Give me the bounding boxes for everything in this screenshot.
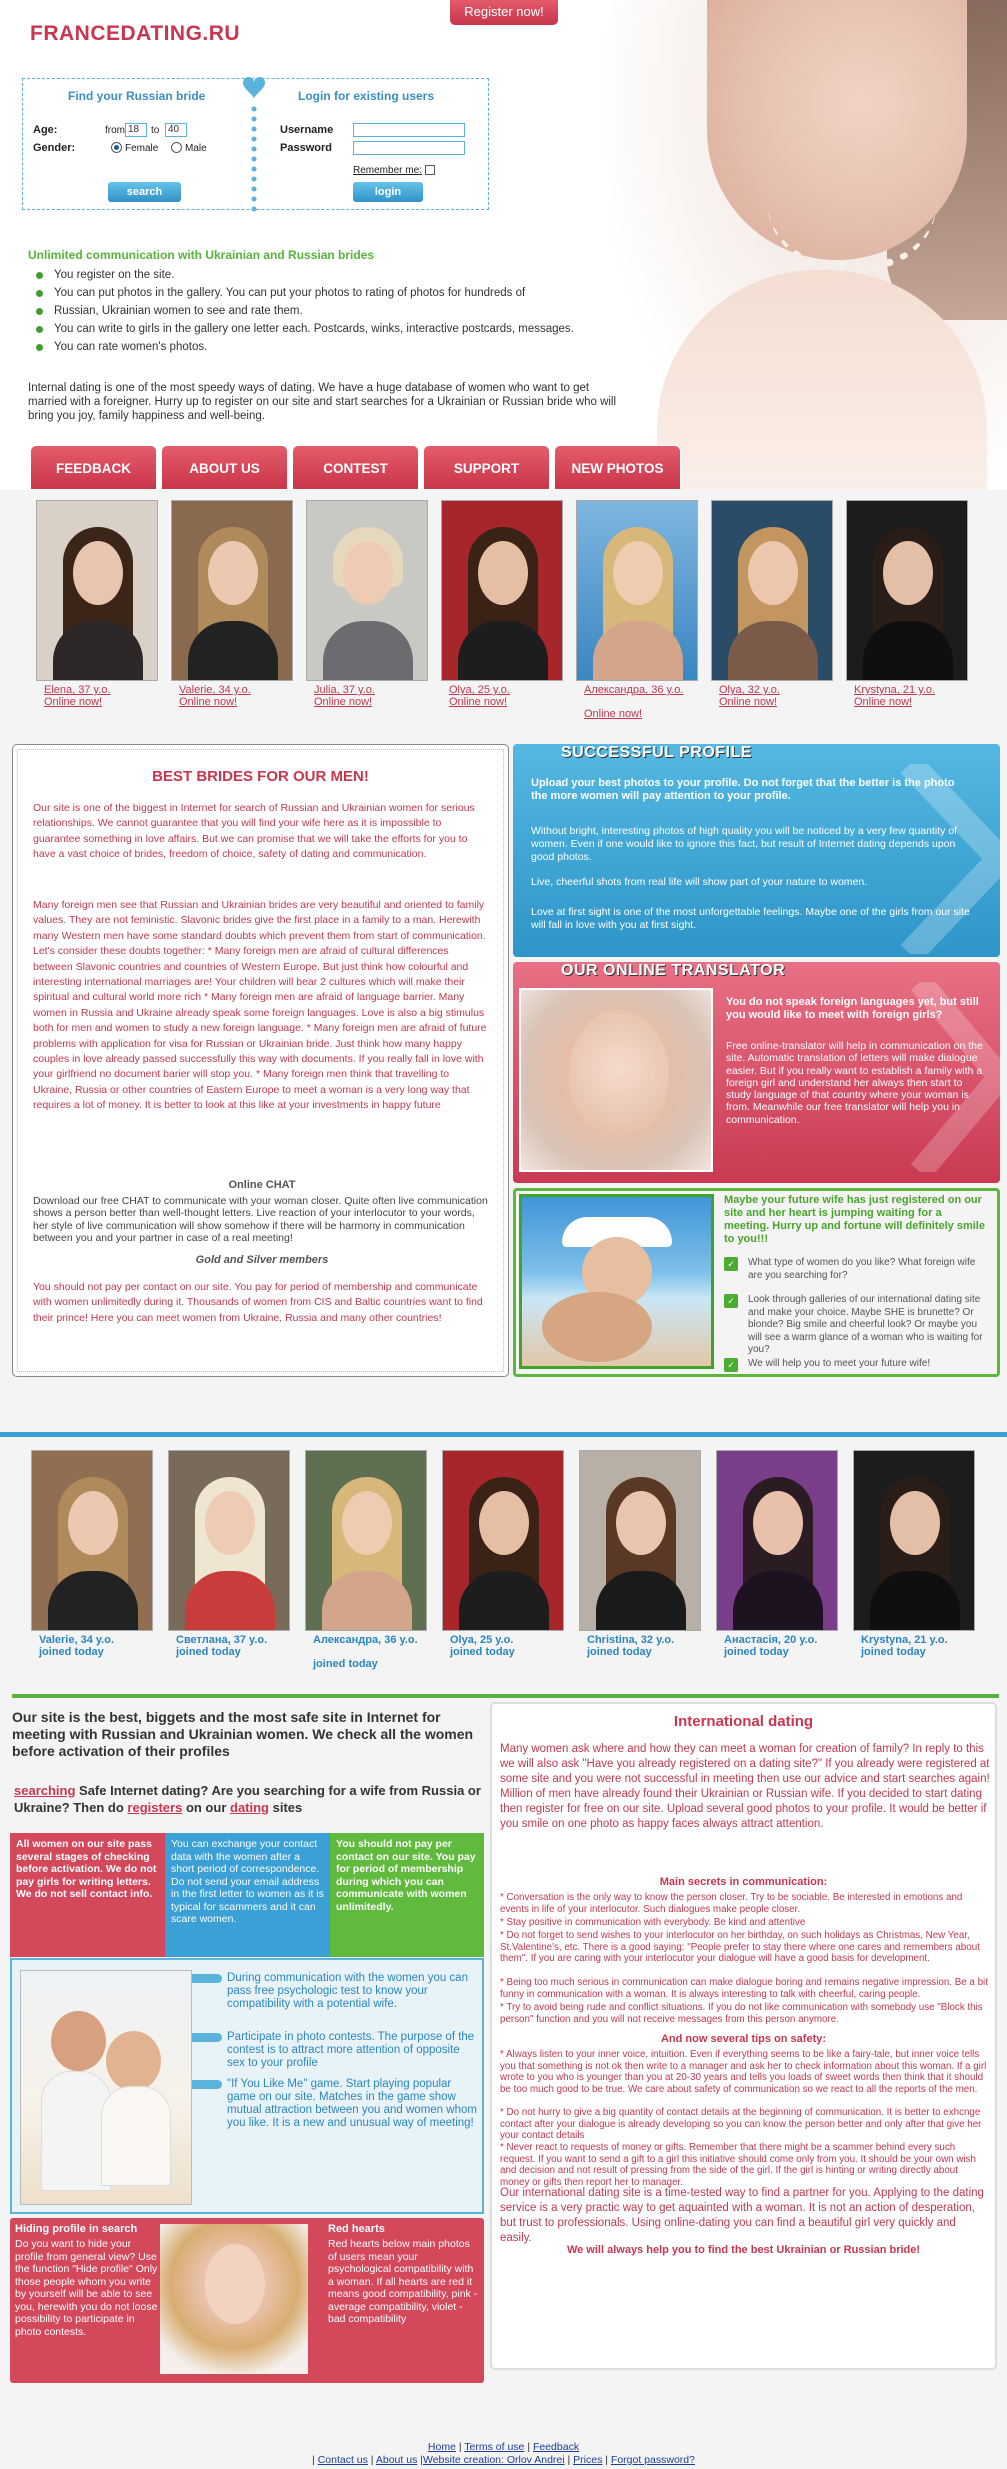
male-label: Male: [185, 143, 207, 154]
translator-woman-photo: [519, 988, 713, 1172]
couple-photo: [519, 1194, 714, 1369]
search-button[interactable]: search: [108, 182, 181, 202]
tip-marker: [192, 2033, 222, 2042]
remember-me-label: Remember me:: [353, 165, 422, 176]
footer-link-about[interactable]: About us: [375, 2454, 418, 2466]
footer-link-creation[interactable]: Website creation: Orlov Andrei: [422, 2454, 565, 2466]
no-pay-per-contact-block: You should not pay per contact on our site. You pay for period of membership during which you can communicate with women unlimitedly.: [330, 1833, 484, 1957]
tip-marker: [192, 1974, 222, 1983]
profile-photo[interactable]: [441, 500, 563, 681]
check-icon: ✓: [724, 1257, 738, 1271]
benefit-item: You register on the site.: [32, 266, 622, 284]
features-box: [10, 1958, 484, 2214]
successful-profile-title: SUCCESSFUL PROFILE: [561, 744, 752, 761]
nav-support[interactable]: SUPPORT: [423, 445, 550, 490]
footer-link-feedback[interactable]: Feedback: [532, 2441, 580, 2453]
profile-name[interactable]: Александра, 36 y.o.: [584, 684, 684, 696]
future-wife-item-text: We will help you to meet your future wife!: [748, 1358, 931, 1369]
profile-photo[interactable]: [576, 500, 698, 681]
profile-photo[interactable]: [31, 1450, 153, 1631]
profile-status[interactable]: joined today: [313, 1658, 378, 1670]
benefit-item: You can write to girls in the gallery one letter each. Postcards, winks, interactive postcards, messages.: [32, 320, 622, 338]
benefits-list: [32, 266, 622, 356]
profile-name[interactable]: Krystyna, 21 y.o.: [861, 1634, 948, 1646]
profile-name[interactable]: Olya, 32 y.o.: [719, 684, 780, 696]
main-secrets-title: Main secrets in communication:: [659, 1876, 828, 1888]
safety-tips-title: And now several tips on safety:: [660, 2033, 827, 2045]
password-input[interactable]: [353, 141, 465, 155]
online-translator-panel: [513, 962, 1000, 1183]
profile-photo[interactable]: [168, 1450, 290, 1631]
check-icon: ✓: [724, 1294, 738, 1308]
profile-photo[interactable]: [716, 1450, 838, 1631]
successful-profile-text: Live, cheerful shots from real life will show part of your nature to women.: [531, 876, 868, 888]
login-button[interactable]: login: [353, 182, 423, 202]
chat-title: Online CHAT: [228, 1179, 296, 1191]
profile-status[interactable]: Online now!: [854, 696, 913, 708]
footer-row: | Contact us | About us |Website creation: Orlov Andrei | Prices | Forgot password?: [312, 2454, 695, 2466]
gender-label: Gender:: [33, 142, 76, 154]
hide-profile-title: Hiding profile in search: [15, 2223, 138, 2235]
profile-status[interactable]: joined today: [587, 1646, 652, 1658]
male-radio[interactable]: [171, 142, 182, 153]
profile-status[interactable]: joined today: [724, 1646, 789, 1658]
section-divider: [0, 1432, 1007, 1437]
intl-intro: Many women ask where and how they can meet a woman for creation of family? In reply to this we will also ask "Have you already registered on a dating site?" If you already were registered at some site and you were not successful in meeting then use our advice and start searches again! Million of men have already found their Ukrainian or Russian wife. If you decided to start dating then register for free on our site. Upload several good photos to your profile. It would be better if you smile on one photo as happy faces always attract attention.: [500, 1743, 990, 1830]
secret-item: * Stay positive in communication with everybody. Be kind and attentive: [500, 1917, 806, 1928]
footer: [0, 2441, 1007, 2467]
future-wife-title: Maybe your future wife has just registered on our site and her heart is jumping waiting for a meeting. Hurry up and fortune will definitely smile to you!!!: [724, 1194, 985, 1245]
username-input[interactable]: [353, 123, 465, 137]
searching-link[interactable]: searching: [14, 1783, 76, 1798]
safe-dating-question: [14, 1782, 484, 1816]
article-paragraph: Many foreign men see that Russian and Ukrainian brides are very beautiful and oriented to family values. They are not feministic. Slavonic brides give the first place in a family to a man. Herewith many Western men have some standard doubts which prevent them from start of communication. Let's consider these doubts together: * Many foreign men are afraid of cultural differences between Slavonic countries and countries of Western Europe. But just think how colourful and interesting international marriages are! Your children will bear 2 cultures which will make their spiritual and cultural world more rich * Many foreign men are afraid of language barrier. Many women in Russia and Ukraine already speak some foreign languages. Love is also a big stimulus both for men and women to study a new foreign language. * Many foreign men are afraid of future problems with application for visa for Russian or Ukrainian bride. Just think how many happy couples in love already passed successfully this way with documents. If you really fall in love with your girlfriend no document barier will stop you. * Many foreign men think that travelling to Ukraine, Russia or other countries of Eastern Europe to meet a woman is a very long way that requires a lot of money. It is better to look at this like at your investments in happy future: [33, 899, 487, 1112]
question-text: sites: [269, 1800, 303, 1815]
footer-link-home[interactable]: Home: [427, 2441, 456, 2453]
dating-link[interactable]: dating: [230, 1800, 269, 1815]
secret-item: * Being too much serious in communication can make dialogue boring and remains negative impression. Be a bit funny in communication with a woman. It is always interesting to talk with cheerful, caring people.: [500, 1977, 988, 2000]
safety-item: * Do not hurry to give a big quantity of contact details at the beginning of communication. It is better to exhcnge contact after your dialogue is already developing so you can know the person better and only after that give her your contact details: [500, 2107, 982, 2142]
intro-text: Internal dating is one of the most speedy ways of dating. We have a huge database of women who want to get married with a foreigner. Hurry up to register on our site and start searches for a Ukrainian or Russian bride who will bring you joy, family happiness and well-being.: [28, 382, 617, 422]
profile-name[interactable]: Olya, 25 y.o.: [449, 684, 510, 696]
login-form-title: Login for existing users: [298, 89, 435, 103]
profile-name[interactable]: Julia, 37 y.o.: [314, 684, 375, 696]
red-hearts-text: Red hearts below main photos of users mean your psychological compatibility with a woman. If all hearts are red it means good compatibility, pink - average compatibility, violet - bad compatibility: [328, 2238, 478, 2325]
profile-photo[interactable]: [846, 500, 968, 681]
footer-link-terms[interactable]: Terms of use: [464, 2441, 525, 2453]
profile-photo[interactable]: [36, 500, 158, 681]
profile-status[interactable]: joined today: [176, 1646, 241, 1658]
question-text: on our: [182, 1800, 230, 1815]
password-label: Password: [280, 142, 332, 154]
feature-tip: "If You Like Me" game. Start playing popular game on our site. Matches in the game show mutual attraction between you and women whom you like. It is a new and unusual way of meeting!: [227, 2078, 477, 2129]
blonde-woman-photo: [160, 2224, 308, 2374]
profile-status[interactable]: Online now!: [584, 708, 643, 720]
section-divider: [12, 1694, 999, 1698]
article-title: BEST BRIDES FOR OUR MEN!: [152, 768, 369, 785]
female-radio[interactable]: [111, 142, 122, 153]
profile-photo[interactable]: [171, 500, 293, 681]
intl-outro: Our international dating site is a time-tested way to find a partner for you. Applying to the dating service is a very practic way to get aquainted with a woman. It is not an action of desperation, but trust to professionals. Using online-dating you can find a beautiful girl very quickly and easily.: [500, 2187, 984, 2244]
remember-me-checkbox[interactable]: [425, 165, 435, 175]
footer-link-forgot[interactable]: Forgot password?: [610, 2454, 695, 2466]
profile-status[interactable]: Online now!: [314, 696, 373, 708]
article-box: [12, 744, 509, 1377]
successful-profile-panel: [513, 744, 1000, 957]
online-profiles-strip: [0, 500, 1007, 720]
secret-item: * Try to avoid being rude and conflict situations. If you do not like communication with somebody use "Block this person" function and you will not receive messages from this person anymore.: [500, 2002, 983, 2025]
new-profiles-strip: [0, 1450, 1007, 1675]
question-text: Safe Internet dating? Are you searching for a wife from Russia or Ukraine? Then do: [14, 1783, 481, 1815]
profile-status[interactable]: joined today: [450, 1646, 515, 1658]
profile-name[interactable]: Светлана, 37 y.o.: [176, 1634, 268, 1646]
profile-status[interactable]: Online now!: [44, 696, 103, 708]
successful-profile-text: Without bright, interesting photos of high quality you will be noticed by a very few quantity of women. Even if one would like to ignore this fact, but result of Internet dating depends upon good photos.: [531, 825, 958, 863]
secret-item: * Do not forget to send wishes to your interlocutor on her birthday, on such holidays as Christmas, New Year, St.Valentine's, etc. There is a good saying: "People prefer to stay there where one cares and remembers about them". If you are caring with your interlocutor your dialogue will have a good basis for development.: [500, 1930, 980, 1965]
age-label: Age:: [33, 124, 58, 136]
profile-status[interactable]: Online now!: [179, 696, 238, 708]
profile-name[interactable]: Valerie, 34 y.o.: [39, 1634, 115, 1646]
profile-status[interactable]: Online now!: [449, 696, 508, 708]
profile-photo[interactable]: [711, 500, 833, 681]
article-paragraph: Our site is one of the biggest in Internet for search of Russian and Ukrainian women for serious relationships. We cannot guarantee that you will find your wife here as it is impossible to guarantee something in love affairs. But we can promise that we will take the efforts for you to have a vast choice of brides, freedom of choice, safety of dating and communication.: [33, 802, 475, 861]
profile-name[interactable]: Александра, 36 y.o.: [313, 1634, 418, 1646]
auth-box: [22, 78, 489, 210]
secret-item: * Conversation is the only way to know the person closer. Try to be sociable. Be interested in emotions and events in life of your interlocutor. Such dialogues make people closer.: [500, 1892, 963, 1915]
tip-marker: [192, 2080, 222, 2089]
intl-closing: We will always help you to find the best Ukrainian or Russian bride!: [566, 2244, 921, 2256]
international-dating-box: [490, 1702, 997, 2370]
benefit-item: You can rate women's photos.: [32, 338, 622, 356]
profile-name[interactable]: Valerie, 34 y.o.: [179, 684, 251, 696]
profile-photo[interactable]: [306, 500, 428, 681]
safety-item: * Never react to requests of money or gifts. Remember that there might be a scammer behind every such request. If you want to send a gift to a girl this initiative should come only from you. It should be your own wish and decision and not result of pressing from the side of the girl. If the girl is hinting or writing directly about money or gifts then report her to manager.: [500, 2142, 976, 2188]
female-label: Female: [125, 143, 159, 154]
profile-name[interactable]: Krystyna, 21 y.o.: [854, 684, 936, 696]
future-wife-item-text: What type of women do you like? What foreign wife are you searching for?: [748, 1257, 976, 1281]
translator-lead: You do not speak foreign languages yet, but still you would like to meet with foreign girls?: [726, 996, 979, 1021]
profile-name[interactable]: Elena, 37 y.o.: [44, 684, 111, 696]
register-button[interactable]: Register now!: [450, 0, 558, 25]
age-to-label: to: [151, 125, 160, 136]
profile-name[interactable]: Анастасія, 20 y.o.: [724, 1634, 818, 1646]
future-wife-panel: [513, 1188, 1000, 1377]
nav-about-us[interactable]: ABOUT US: [161, 445, 288, 490]
translator-title: OUR ONLINE TRANSLATOR: [561, 962, 786, 979]
profile-name[interactable]: Christina, 32 y.o.: [587, 1634, 675, 1646]
successful-profile-lead: Upload your best photos to your profile. Do not forget that the better is the photo the more women will pay attention to your profile.: [531, 777, 955, 802]
future-wife-item-text: Look through galleries of our international dating site and make your choice. Maybe SHE is brunette? Or blonde? Big smile and cheerful look? Or maybe you will see a warm glance of a woman who is waiting for you?: [748, 1294, 983, 1355]
registers-link[interactable]: registers: [127, 1800, 183, 1815]
nav-feedback[interactable]: FEEDBACK: [30, 445, 157, 490]
profile-status[interactable]: joined today: [39, 1646, 104, 1658]
article-paragraph: Download our free CHAT to communicate with your woman closer. Quite often live communication shows a person better than well-thought letters. Live reaction of your interlocutor to your words, her style of live communication will show somehow if there will be harmony in communication between you and your partner in case of a real meeting!: [33, 1195, 488, 1245]
profile-name[interactable]: Olya, 25 y.o.: [450, 1634, 514, 1646]
article-paragraph: You should not pay per contact on our site. You pay for period of membership and communicate with women unlimitedly during it. Thousands of women from CIS and Baltic countries want to find their prince! Here you can meet women from Ukraine, Russia and many other countries!: [33, 1281, 483, 1324]
username-label: Username: [280, 124, 334, 136]
benefit-item: Russian, Ukrainian women to see and rate them.: [32, 302, 622, 320]
hide-profile-text: Do you want to hide your profile from general view? Use the function "Hide profile" Only those people whom you write by yourself will be able to see you, herewith you do not loose possibility to participate in photo contests.: [15, 2238, 158, 2338]
feature-tip: During communication with the women you can pass free psychologic test to know your compatibility with a potential wife.: [227, 1972, 468, 2010]
profile-status[interactable]: joined today: [861, 1646, 926, 1658]
footer-link-contact[interactable]: Contact us: [317, 2454, 368, 2466]
safe-site-title: Our site is the best, biggets and the most safe site in Internet for meeting with Russian and Ukrainian women. We check all the women before activation of their profiles: [12, 1709, 474, 1759]
international-dating-title: International dating: [673, 1713, 814, 1730]
benefit-item: You can put photos in the gallery. You can put your photos to rating of photos for hundreds of: [32, 284, 622, 302]
hearts-divider-icon: [241, 69, 267, 219]
translator-text: Free online-translator will help in communication on the site. Automatic translation of letters will make dialogue easier. But if you really want to establish a family with a foreign girl and understand her always then start to study language of that country where your woman is from. Meanwhile our free translator will help you in communication.: [726, 1040, 983, 1126]
profile-photo[interactable]: [442, 1450, 564, 1631]
footer-row: Home | Terms of use | Feedback: [427, 2441, 580, 2453]
profile-photo[interactable]: [305, 1450, 427, 1631]
site-logo[interactable]: FRANCEDATING.RU: [30, 22, 241, 45]
safety-item: * Always listen to your inner voice, intuition. Even if everything seems to be like a fairy-tale, but inner voice tells you that something is not ok then write to a manager and ask her to check information about this woman. If a girl wrote to you who is younger than you at 20-30 years and tells you loads of sweet words then think that it should be too much good to be true. We care about safety of communication so we react to all the reports of the men.: [500, 2049, 987, 2095]
age-from-label: from: [105, 125, 125, 136]
exchange-contacts-block: You can exchange your contact data with the women after a short period of correspondence. Do not send your email address in the first letter to women as it is typical for scammers and it can scare women.: [165, 1833, 330, 1957]
age-from-input[interactable]: 18: [125, 123, 147, 137]
red-hearts-title: Red hearts: [328, 2223, 385, 2235]
search-form-title: Find your Russian bride: [68, 89, 206, 103]
age-to-input[interactable]: 40: [165, 123, 187, 137]
hero-bride-photo: [607, 0, 1007, 490]
hide-profile-box: [10, 2218, 484, 2383]
gold-silver-title: Gold and Silver members: [195, 1254, 329, 1266]
nav-contest[interactable]: CONTEST: [292, 445, 419, 490]
successful-profile-text: Love at first sight is one of the most unforgettable feelings. Maybe one of the girls from our site will fall in love with you at first sight.: [531, 906, 970, 931]
couple-beach-photo: [20, 1970, 192, 2205]
footer-link-prices[interactable]: Prices: [573, 2454, 603, 2466]
benefits-title: Unlimited communication with Ukrainian and Russian brides: [28, 248, 375, 262]
check-icon: ✓: [724, 1358, 738, 1372]
profile-photo[interactable]: [579, 1450, 701, 1631]
profile-status[interactable]: Online now!: [719, 696, 778, 708]
profile-photo[interactable]: [853, 1450, 975, 1631]
nav-new-photos[interactable]: NEW PHOTOS: [554, 445, 681, 490]
checked-women-block: All women on our site pass several stages of checking before activation. We do not pay girls for writing letters. We do not sell contact info.: [10, 1833, 165, 1957]
header: [0, 0, 1007, 490]
feature-tip: Participate in photo contests. The purpose of the contest is to attract more attention of opposite sex to your profile: [227, 2031, 475, 2069]
